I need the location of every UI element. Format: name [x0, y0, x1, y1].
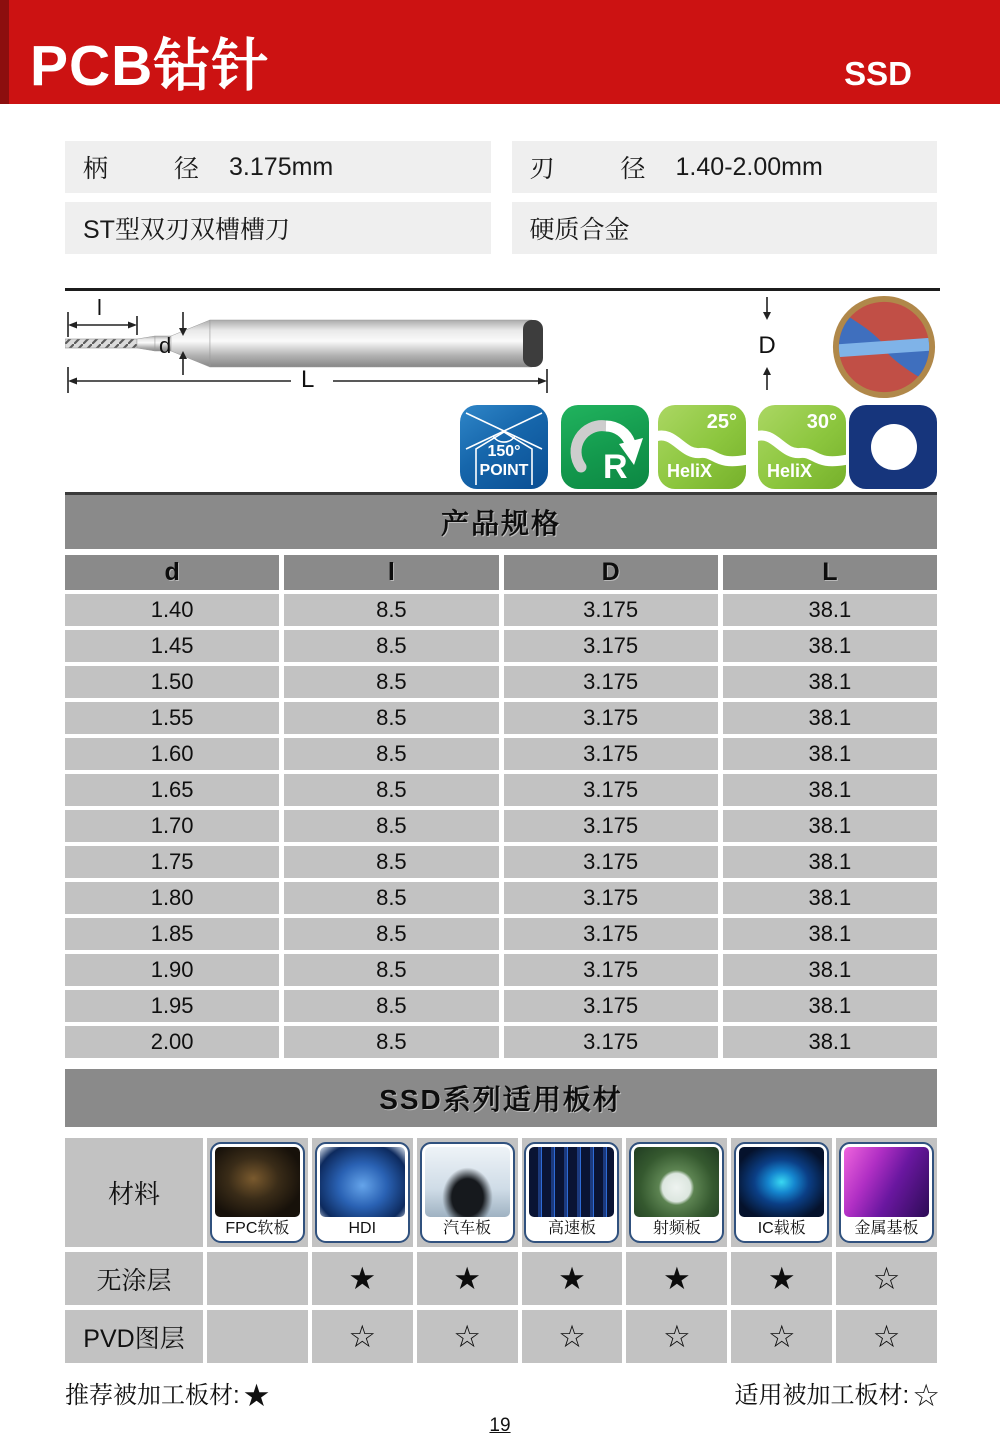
- material-card-metal: [839, 1142, 934, 1243]
- legend-notes: [65, 1375, 940, 1414]
- column-header-d: d: [65, 555, 279, 590]
- ring-icon: [849, 405, 937, 489]
- spec-key: 径: [174, 155, 200, 183]
- spec-table-row: [65, 918, 937, 950]
- material-label-hdi: HDI: [348, 1220, 377, 1237]
- material-cell-fpc: [207, 1138, 308, 1247]
- column-header-L: L: [723, 555, 937, 590]
- star-empty-cell: [207, 1252, 308, 1305]
- dim-flute-dia-label: d: [159, 333, 172, 358]
- star-outline-cell: ☆: [731, 1310, 832, 1363]
- spec-table-section: [0, 492, 1000, 1058]
- spec-table-cell: 3.175: [504, 1026, 718, 1058]
- spec-table-cell: 8.5: [284, 702, 498, 734]
- rotation-letter: R: [603, 448, 628, 486]
- helix-25-badge: [658, 405, 746, 489]
- spec-table-cell: 3.175: [504, 774, 718, 806]
- spec-material: [512, 202, 938, 254]
- spec-table-cell: 38.1: [723, 918, 937, 950]
- outline-star-icon: ☆: [912, 1378, 940, 1413]
- star-filled-cell: ★: [626, 1252, 727, 1305]
- spec-table-cell: 8.5: [284, 594, 498, 626]
- spec-table-cell: 8.5: [284, 918, 498, 950]
- coating-row: [65, 1310, 937, 1363]
- materials-row-label: 材料: [65, 1138, 203, 1247]
- materials-row: [65, 1138, 937, 1247]
- point-angle-value: 150°: [487, 443, 521, 460]
- spec-table-cell: 8.5: [284, 882, 498, 914]
- spec-table-row: [65, 594, 937, 626]
- star-outline-cell: ☆: [836, 1252, 937, 1305]
- spec-table-row: [65, 810, 937, 842]
- spec-table-cell: 1.50: [65, 666, 279, 698]
- material-photo-car: [425, 1147, 510, 1217]
- arrow-down-icon: [755, 297, 779, 321]
- material-cell-rf: [626, 1138, 727, 1247]
- star-outline-cell: ☆: [626, 1310, 727, 1363]
- spec-table-cell: 38.1: [723, 630, 937, 662]
- spec-summary: [65, 141, 937, 254]
- spec-table-cell: 1.80: [65, 882, 279, 914]
- star-filled-cell: ★: [417, 1252, 518, 1305]
- spec-table-cell: 8.5: [284, 990, 498, 1022]
- spec-table-cell: 1.55: [65, 702, 279, 734]
- legend-recommended-text: 推荐被加工板材:: [65, 1382, 240, 1409]
- star-outline-cell: ☆: [312, 1310, 413, 1363]
- spec-blade-diameter: [512, 141, 938, 193]
- spec-table-cell: 38.1: [723, 1026, 937, 1058]
- spec-table-cell: 8.5: [284, 846, 498, 878]
- material-cell-hdi: [312, 1138, 413, 1247]
- spec-table-cell: 8.5: [284, 666, 498, 698]
- material-photo-fpc: [215, 1147, 300, 1217]
- spec-table-cell: 38.1: [723, 882, 937, 914]
- spec-table-cell: 38.1: [723, 846, 937, 878]
- legend-applicable: [735, 1375, 940, 1414]
- spec-table-cell: 3.175: [504, 594, 718, 626]
- point-angle-caption: POINT: [479, 462, 529, 479]
- drill-diagram: [65, 288, 940, 401]
- spec-table-title: 产品规格: [65, 492, 937, 549]
- material-label-ic: IC载板: [757, 1220, 806, 1237]
- spec-table-cell: 3.175: [504, 666, 718, 698]
- material-card-rf: [629, 1142, 724, 1243]
- spec-table-row: [65, 1026, 937, 1058]
- spec-shank-diameter: [65, 141, 491, 193]
- spec-table-cell: 38.1: [723, 738, 937, 770]
- material-cell-ic: [731, 1138, 832, 1247]
- spec-table-cell: 38.1: [723, 990, 937, 1022]
- spec-table-cell: 3.175: [504, 954, 718, 986]
- material-photo-rf: [634, 1147, 719, 1217]
- spec-table-cell: 3.175: [504, 846, 718, 878]
- spec-table-cell: 38.1: [723, 594, 937, 626]
- material-label-rf: 射频板: [652, 1220, 701, 1237]
- dim-shank-dia-label: D: [758, 332, 776, 359]
- spec-table-cell: 3.175: [504, 810, 718, 842]
- material-label-fpc: FPC软板: [225, 1220, 290, 1237]
- spec-value: 1.40-2.00mm: [675, 152, 823, 181]
- spec-table-cell: 8.5: [284, 630, 498, 662]
- material-cell-highspeed: [522, 1138, 623, 1247]
- coating-rows: [0, 1252, 1000, 1363]
- material-cell-metal: [836, 1138, 937, 1247]
- material-cell-car: [417, 1138, 518, 1247]
- star-filled-cell: ★: [522, 1252, 623, 1305]
- spec-table-cell: 1.95: [65, 990, 279, 1022]
- material-photo-metal: [844, 1147, 929, 1217]
- material-photo-highspeed: [529, 1147, 614, 1217]
- spec-tool-type: [65, 202, 491, 254]
- column-header-l: l: [284, 555, 498, 590]
- spec-value: ST型双刃双槽槽刀: [83, 216, 290, 244]
- spec-table-row: [65, 846, 937, 878]
- page-footer: [0, 1375, 1000, 1437]
- material-label-highspeed: 高速板: [547, 1220, 596, 1237]
- spec-table-cell: 1.75: [65, 846, 279, 878]
- dim-shank-dia: [755, 297, 779, 395]
- spec-table-cell: 8.5: [284, 1026, 498, 1058]
- feature-badges: [65, 401, 940, 492]
- star-empty-cell: [207, 1310, 308, 1363]
- helix-caption: HeliX: [667, 461, 713, 482]
- material-label-car: 汽车板: [443, 1220, 492, 1237]
- spec-table-row: [65, 702, 937, 734]
- helix-30-badge: [758, 405, 846, 489]
- spec-table-row: [65, 774, 937, 806]
- materials-section: [0, 1069, 1000, 1363]
- spec-table-cell: 1.40: [65, 594, 279, 626]
- spec-table-row: [65, 738, 937, 770]
- dim-overall-length-label: L: [301, 366, 315, 393]
- rotation-badge: [561, 405, 649, 489]
- spec-table-cell: 38.1: [723, 702, 937, 734]
- spec-table-cell: 38.1: [723, 666, 937, 698]
- spec-table-cell: 8.5: [284, 738, 498, 770]
- spec-table-cell: 3.175: [504, 918, 718, 950]
- star-outline-cell: ☆: [417, 1310, 518, 1363]
- spec-table-cell: 38.1: [723, 774, 937, 806]
- spec-table-cell: 1.65: [65, 774, 279, 806]
- drill-cross-section-icon: [830, 293, 938, 401]
- point-angle-badge: [460, 405, 548, 489]
- ring-badge: [849, 405, 937, 489]
- spec-table-cell: 2.00: [65, 1026, 279, 1058]
- arrow-up-icon: [755, 366, 779, 390]
- dim-flute-length-label: l: [97, 295, 102, 320]
- spec-value: 硬质合金: [529, 216, 630, 244]
- spec-table-cell: 8.5: [284, 810, 498, 842]
- spec-table-cell: 1.45: [65, 630, 279, 662]
- spec-table-cell: 8.5: [284, 954, 498, 986]
- spec-table-cell: 1.70: [65, 810, 279, 842]
- spec-table-row: [65, 666, 937, 698]
- spec-table-cell: 38.1: [723, 954, 937, 986]
- spec-table-row: [65, 630, 937, 662]
- series-label: SSD: [844, 55, 912, 92]
- spec-table-cell: 3.175: [504, 738, 718, 770]
- material-photo-hdi: [320, 1147, 405, 1217]
- spec-table-cell: 8.5: [284, 774, 498, 806]
- star-filled-cell: ★: [731, 1252, 832, 1305]
- filled-star-icon: ★: [242, 1378, 271, 1413]
- spec-value: 3.175mm: [229, 152, 334, 181]
- column-header-D: D: [504, 555, 718, 590]
- material-card-highspeed: [524, 1142, 619, 1243]
- page-header: [0, 0, 1000, 104]
- banner-left-accent: [0, 0, 9, 104]
- spec-table-cell: 3.175: [504, 882, 718, 914]
- coating-row-label: 无涂层: [65, 1252, 203, 1305]
- coating-row: [65, 1252, 937, 1305]
- legend-recommended: [65, 1375, 270, 1414]
- spec-table-cell: 1.90: [65, 954, 279, 986]
- spec-table-row: [65, 990, 937, 1022]
- spec-table-cell: 3.175: [504, 630, 718, 662]
- spec-table-header: [65, 555, 937, 590]
- star-outline-cell: ☆: [836, 1310, 937, 1363]
- spec-table-cell: 3.175: [504, 990, 718, 1022]
- material-label-metal: 金属基板: [854, 1220, 919, 1237]
- materials-title: SSD系列适用板材: [65, 1069, 937, 1127]
- material-card-ic: [734, 1142, 829, 1243]
- material-photo-ic: [739, 1147, 824, 1217]
- page-title: PCB钻针: [30, 34, 270, 98]
- page-number: 19: [489, 1415, 511, 1436]
- material-card-car: [420, 1142, 515, 1243]
- spec-table-cell: 3.175: [504, 702, 718, 734]
- star-outline-cell: ☆: [522, 1310, 623, 1363]
- spec-key: 柄: [83, 155, 109, 183]
- star-filled-cell: ★: [312, 1252, 413, 1305]
- spec-table-row: [65, 954, 937, 986]
- helix-caption: HeliX: [767, 461, 813, 482]
- material-card-hdi: [315, 1142, 410, 1243]
- legend-applicable-text: 适用被加工板材:: [734, 1382, 910, 1409]
- spec-table-row: [65, 882, 937, 914]
- material-card-fpc: [210, 1142, 305, 1243]
- spec-key: 刃: [529, 155, 555, 183]
- spec-table-cell: 1.85: [65, 918, 279, 950]
- spec-table-body: [65, 594, 937, 1058]
- helix-angle-value: 25°: [706, 411, 737, 433]
- spec-key: 径: [620, 155, 646, 183]
- spec-table-cell: 1.60: [65, 738, 279, 770]
- coating-row-label: PVD图层: [65, 1310, 203, 1363]
- spec-table-cell: 38.1: [723, 810, 937, 842]
- helix-angle-value: 30°: [806, 411, 837, 433]
